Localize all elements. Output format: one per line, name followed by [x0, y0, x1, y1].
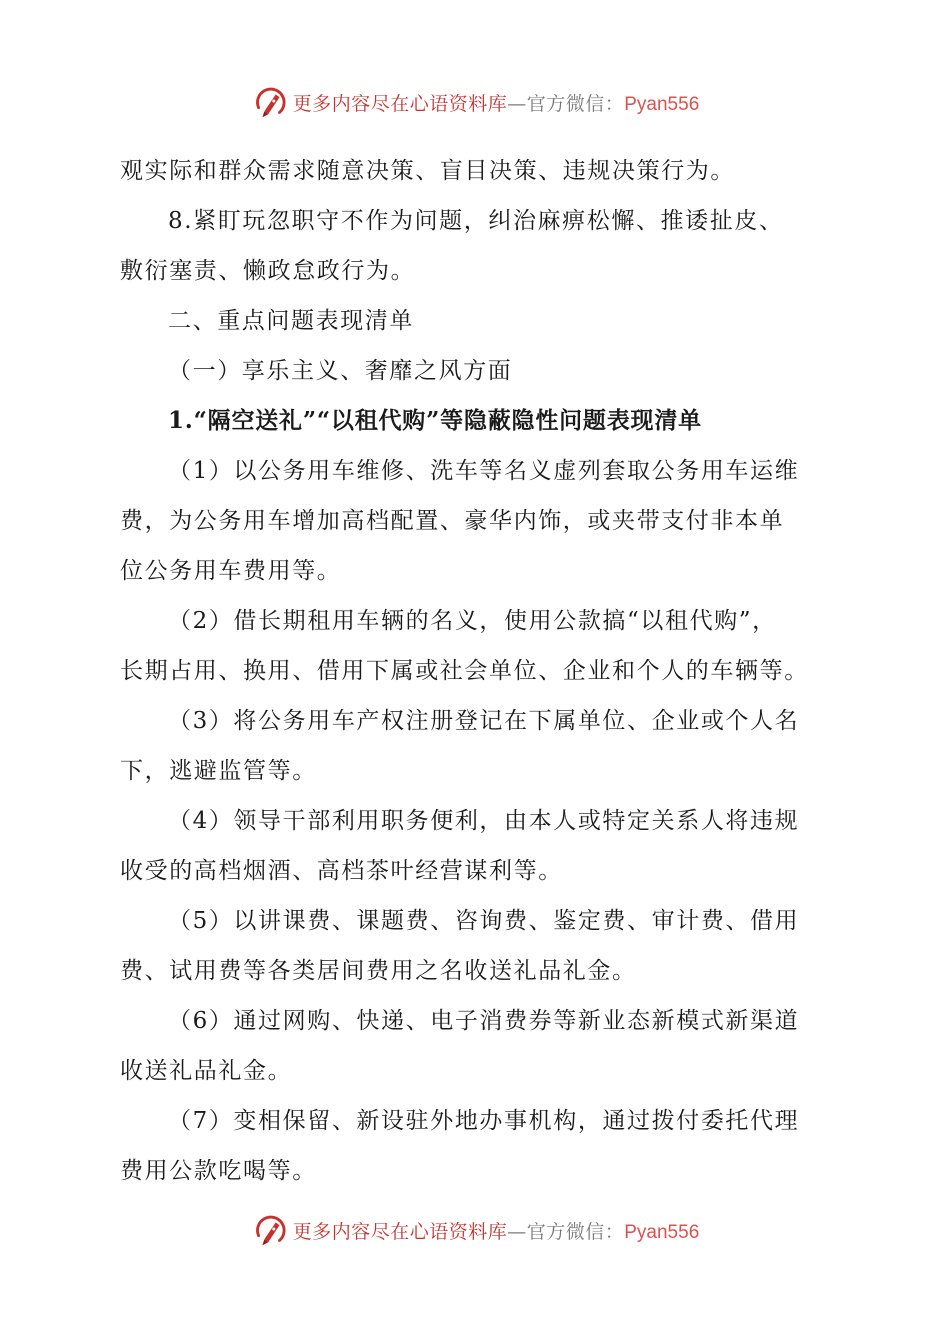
text-line: 费、试用费等各类居间费用之名收送礼品礼金。 [120, 958, 637, 984]
text-line: 敷衍塞责、懒政怠政行为。 [120, 258, 416, 284]
text-line: （4）领导干部利用职务便利，由本人或特定关系人将违规 [168, 808, 800, 834]
section-heading: 1.“隔空送礼”“以租代购”等隐蔽隐性问题表现清单 [168, 407, 702, 434]
text-line: 位公务用车费用等。 [120, 558, 342, 584]
footer-watermark [0, 1210, 950, 1250]
text-line: （一）享乐主义、奢靡之风方面 [168, 358, 513, 384]
text-line: 8.紧盯玩忽职守不作为问题，纠治麻痹松懈、推诿扯皮、 [168, 208, 784, 234]
text-line: （7）变相保留、新设驻外地办事机构，通过拨付委托代理 [168, 1108, 800, 1134]
watermark-text: 更多内容尽在心语资料库 [292, 92, 508, 115]
text-line: 收受的高档烟酒、高档茶叶经营谋利等。 [120, 858, 563, 884]
watermark-label: 官方微信： [526, 92, 625, 115]
pen-nib-circle-icon [251, 83, 289, 121]
watermark-dash: — [507, 92, 527, 115]
watermark-dash: — [507, 1220, 527, 1243]
text-line: 长期占用、换用、借用下属或社会单位、企业和个人的车辆等。 [120, 658, 809, 684]
text-line: （3）将公务用车产权注册登记在下属单位、企业或个人名 [168, 708, 800, 734]
text-line: （1）以公务用车维修、洗车等名义虚列套取公务用车运维 [168, 458, 800, 484]
text-line: 观实际和群众需求随意决策、盲目决策、违规决策行为。 [120, 158, 735, 184]
watermark-text: 更多内容尽在心语资料库 [292, 1220, 508, 1243]
text-line: 费用公款吃喝等。 [120, 1158, 317, 1184]
document-body [120, 146, 825, 1196]
watermark-wechat-id: Pyan556 [624, 93, 700, 115]
header-watermark [0, 82, 950, 122]
watermark-label: 官方微信： [526, 1220, 625, 1243]
text-line: 收送礼品礼金。 [120, 1058, 293, 1084]
text-line: 下，逃避监管等。 [120, 758, 317, 784]
text-line: （2）借长期租用车辆的名义，使用公款搞“以租代购”， [168, 608, 777, 634]
text-line: 费，为公务用车增加高档配置、豪华内饰，或夹带支付非本单 [120, 508, 785, 534]
text-line: （5）以讲课费、课题费、咨询费、鉴定费、审计费、借用 [168, 908, 800, 934]
text-line: （6）通过网购、快递、电子消费券等新业态新模式新渠道 [168, 1008, 800, 1034]
watermark-wechat-id: Pyan556 [624, 1221, 700, 1243]
pen-nib-circle-icon [251, 1211, 289, 1249]
text-line: 二、重点问题表现清单 [168, 308, 414, 334]
